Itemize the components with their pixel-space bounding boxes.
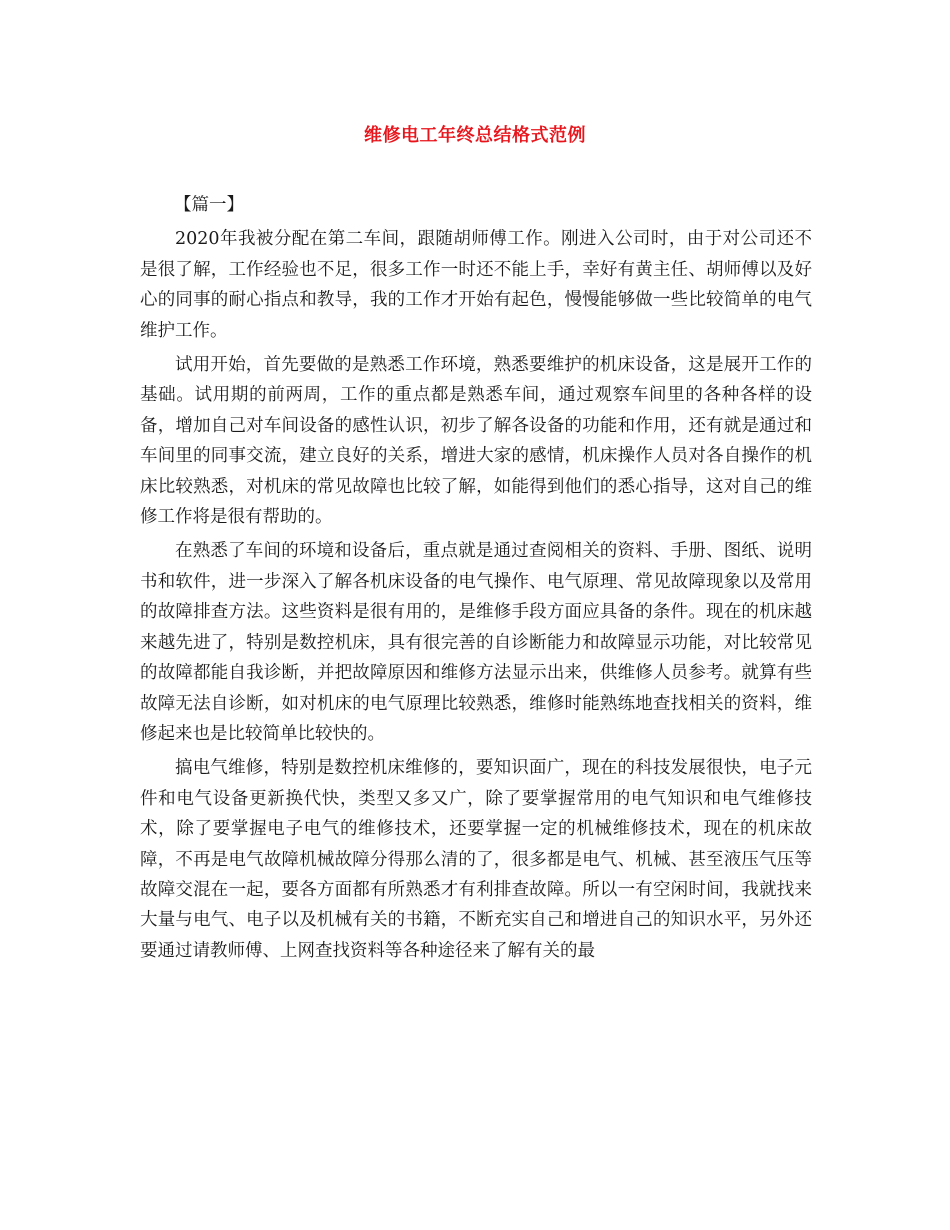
document-body bbox=[140, 190, 812, 970]
paragraph-1: 2020年我被分配在第二车间，跟随胡师傅工作。刚进入公司时，由于对公司还不是很了解，工作经验也不足，很多工作一时还不能上手，幸好有黄主任、胡师傅以及好心的同事的耐心指点和教导，我的工作才开始有起色，慢慢能够做一些比较简单的电气维护工作。 bbox=[140, 229, 812, 341]
section-label: 【篇一】 bbox=[174, 195, 244, 215]
paragraph-4: 搞电气维修，特别是数控机床维修的，要知识面广，现在的科技发展很快，电子元件和电气设备更新换代快，类型又多又广，除了要掌握常用的电气知识和电气维修技术，除了要掌握电子电气的维修技术，还要掌握一定的机械维修技术，现在的机床故障，不再是电气故障机械故障分得那么清的了，很多都是电气、机械、甚至液压气压等故障交混在一起，要各方面都有所熟悉才有利排查故障。所以一有空闲时间，我就找来大量与电气、电子以及机械有关的书籍，不断充实自己和增进自己的知识水平，另外还要通过请教师傅、上网查找资料等各种途径来了解有关的最 bbox=[140, 758, 812, 961]
paragraph-3: 在熟悉了车间的环境和设备后，重点就是通过查阅相关的资料、手册、图纸、说明书和软件，进一步深入了解各机床设备的电气操作、电气原理、常见故障现象以及常用的故障排查方法。这些资料是很有用的，是维修手段方面应具备的条件。现在的机床越来越先进了，特别是数控机床，具有很完善的自诊断能力和故障显示功能，对比较常见的故障都能自我诊断，并把故障原因和维修方法显示出来，供维修人员参考。就算有些故障无法自诊断，如对机床的电气原理比较熟悉，维修时能熟练地查找相关的资料，维修起来也是比较简单比较快的。 bbox=[140, 541, 812, 744]
paragraph-2: 试用开始，首先要做的是熟悉工作环境，熟悉要维护的机床设备，这是展开工作的基础。试用期的前两周，工作的重点都是熟悉车间，通过观察车间里的各种各样的设备，增加自己对车间设备的感性认识，初步了解各设备的功能和作用，还有就是通过和车间里的同事交流，建立良好的关系，增进大家的感情，机床操作人员对各自操作的机床比较熟悉，对机床的常见故障也比较了解，如能得到他们的悉心指导，这对自己的维修工作将是很有帮助的。 bbox=[140, 355, 812, 528]
document-title: 维修电工年终总结格式范例 bbox=[364, 125, 586, 146]
